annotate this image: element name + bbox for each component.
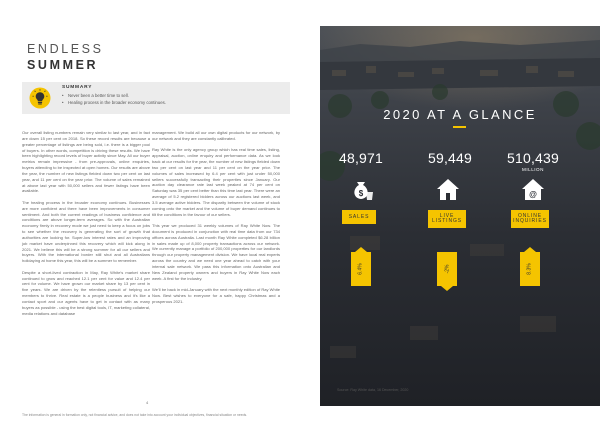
change-value: 8.3%: [527, 263, 533, 275]
summary-title: SUMMARY: [62, 85, 93, 90]
paragraph: This year we produced 31 weekly volumes of Ray White Now. The document is produced in conjunction with real time data from our 734 offices across Australia. Last month Ray White completed $6.28 billion in sales made up of 8,000 property transactions across our network. We currently manage a portfolio of 200,000 properties for our landlords through our property management division. We have local real experts across the country and we need one year ahead to catch with your internal sale network. We pass this information onto Australian and New Zealand property owners and buyers in Ray White Now each week. A first for the industry.: [152, 223, 280, 281]
house-icon: [435, 176, 461, 202]
article-column-2: [152, 130, 280, 310]
money-bag-icon: [348, 176, 374, 202]
change-arrow-up-icon: [351, 252, 371, 286]
stat-value: 59,449: [427, 150, 473, 166]
label-line: LISTINGS: [432, 218, 462, 224]
title-underline: [453, 126, 466, 128]
stat-value: 510,439: [506, 150, 559, 166]
paragraph: We'll be back in mid-January with the next monthly edition of Ray White Now. Best wishes to everyone for a safe, happy Christmas and a prosperous 2021.: [152, 287, 281, 304]
change-value: 6.4%: [358, 263, 364, 275]
article-column-1: [22, 130, 150, 322]
label-line: SALES: [348, 214, 370, 220]
label-live-listings: [428, 210, 466, 228]
paragraph: management. We build all our own digital products for our network, by our network and they are constantly calibrated.: [152, 130, 280, 141]
heading-line1: ENDLESS: [27, 42, 104, 56]
label-line: LIVE: [439, 212, 455, 219]
label-sales: [342, 210, 376, 224]
svg-text:$: $: [358, 189, 364, 198]
label-online-inquiries: [511, 210, 549, 228]
summary-item: • Never been a better time to sell.: [62, 92, 166, 99]
source-note: Source: Ray White data, 16 December, 2020: [337, 388, 409, 392]
paragraph: Despite a short-lived contraction in May, Ray White's market share continued to grow and reached 12.1 per cent for value and 12.4 per cent for volume. We have grown our market share by 13 per cent in five years. We are driven by the relentless pursuit of helping our members to thrive. Real estate is a people business and it's like a contact sport and our agents have to get in contact with as many buyers as possible - using the best digital tools, IT, marketing collateral, media relations and database: [22, 269, 150, 316]
change-value: -2%: [444, 264, 450, 274]
summary-box: [22, 82, 290, 114]
house-with-at-icon: [520, 176, 546, 202]
page-number: 4: [146, 400, 149, 405]
label-line: INQUIRIES: [513, 218, 547, 224]
lightbulb-icon: [29, 87, 51, 109]
svg-text:@: @: [529, 190, 537, 199]
summary-list: [62, 92, 166, 106]
paragraph: Our overall listing numbers remain very similar to last year, and in fact are down 15 per cent on 2018. So these record results are because a greater percentage of listings are being sold, i.e. there is a bigger pool of buyers. In other words, competition is driving these results. We have been highlighting record levels of buyer activity since May. All our buyer metrics remain impressive - from pre-approvals, online enquiries, buyers attending to be inspected at open homes. Our results are above the year, the number of new listings fielded down two per cent on last year, and 11 per cent on the year prior. The volume of sales remained at above last year with 50,000 sellers and fewer listings have been available.: [22, 130, 150, 194]
glance-title: 2020 AT A GLANCE: [383, 107, 537, 122]
stat-listings: [415, 150, 485, 167]
stat-unit: MILLION: [522, 167, 544, 172]
paragraph: Ray White is the only agency group which has real time sales, listing, appraisal, auction, online enquiry and performance data. As we look back at our results for the year, the number of new listings fielded down two per cent on last year and 11 per cent on the year prior. The volumes of sales increased by 6.4 per cent with just under 50,000 sellers successfully transacting their properties since January. Our auction day clearance rate last week peaked at 74 per cent on Saturday was 35 per cent better than this time last year. There were an average of 5.2 registered bidders across our auctions last week, and 3.5 average active bidders. The disparity between the volume of stock coming onto the market and the volume of buyer demand continues to tilt the conditions in the favour of our sellers.: [152, 147, 280, 217]
change-arrow-up-icon: [520, 252, 540, 286]
stat-value: 48,971: [338, 150, 384, 166]
summary-item: • Healing process in the broader economy continues.: [62, 99, 166, 106]
paragraph: The healing process in the broader economy continues. Businesses are more confident and there have been improvements in consumer sentiment. And both the current readings of business confidence and conditions are above longer-term averages. So with the Australian economy firmly in recovery mode we just need to keep a focus on jobs to see whether the recovery is generating the sort of growth that authorities are looking for. Super-low interest rates and an improving job market have underpinned this recovery which will kick along in 2021. We believe this will be a strong summer for all our sellers and buyers. With the international border still shut and all Australians holidaying at home this year, this will be a summer to remember.: [22, 199, 150, 264]
stat-inquiries: [498, 150, 568, 172]
glance-panel: [320, 26, 600, 406]
stat-sales: [326, 150, 396, 167]
label-line: ONLINE: [517, 212, 543, 219]
heading-line2: SUMMER: [27, 58, 99, 72]
disclaimer: The information is general in formation only, not financial advice, and does not take into account your individual objectives, financial situation or needs.: [22, 413, 248, 417]
change-arrow-down-icon: [437, 252, 457, 286]
